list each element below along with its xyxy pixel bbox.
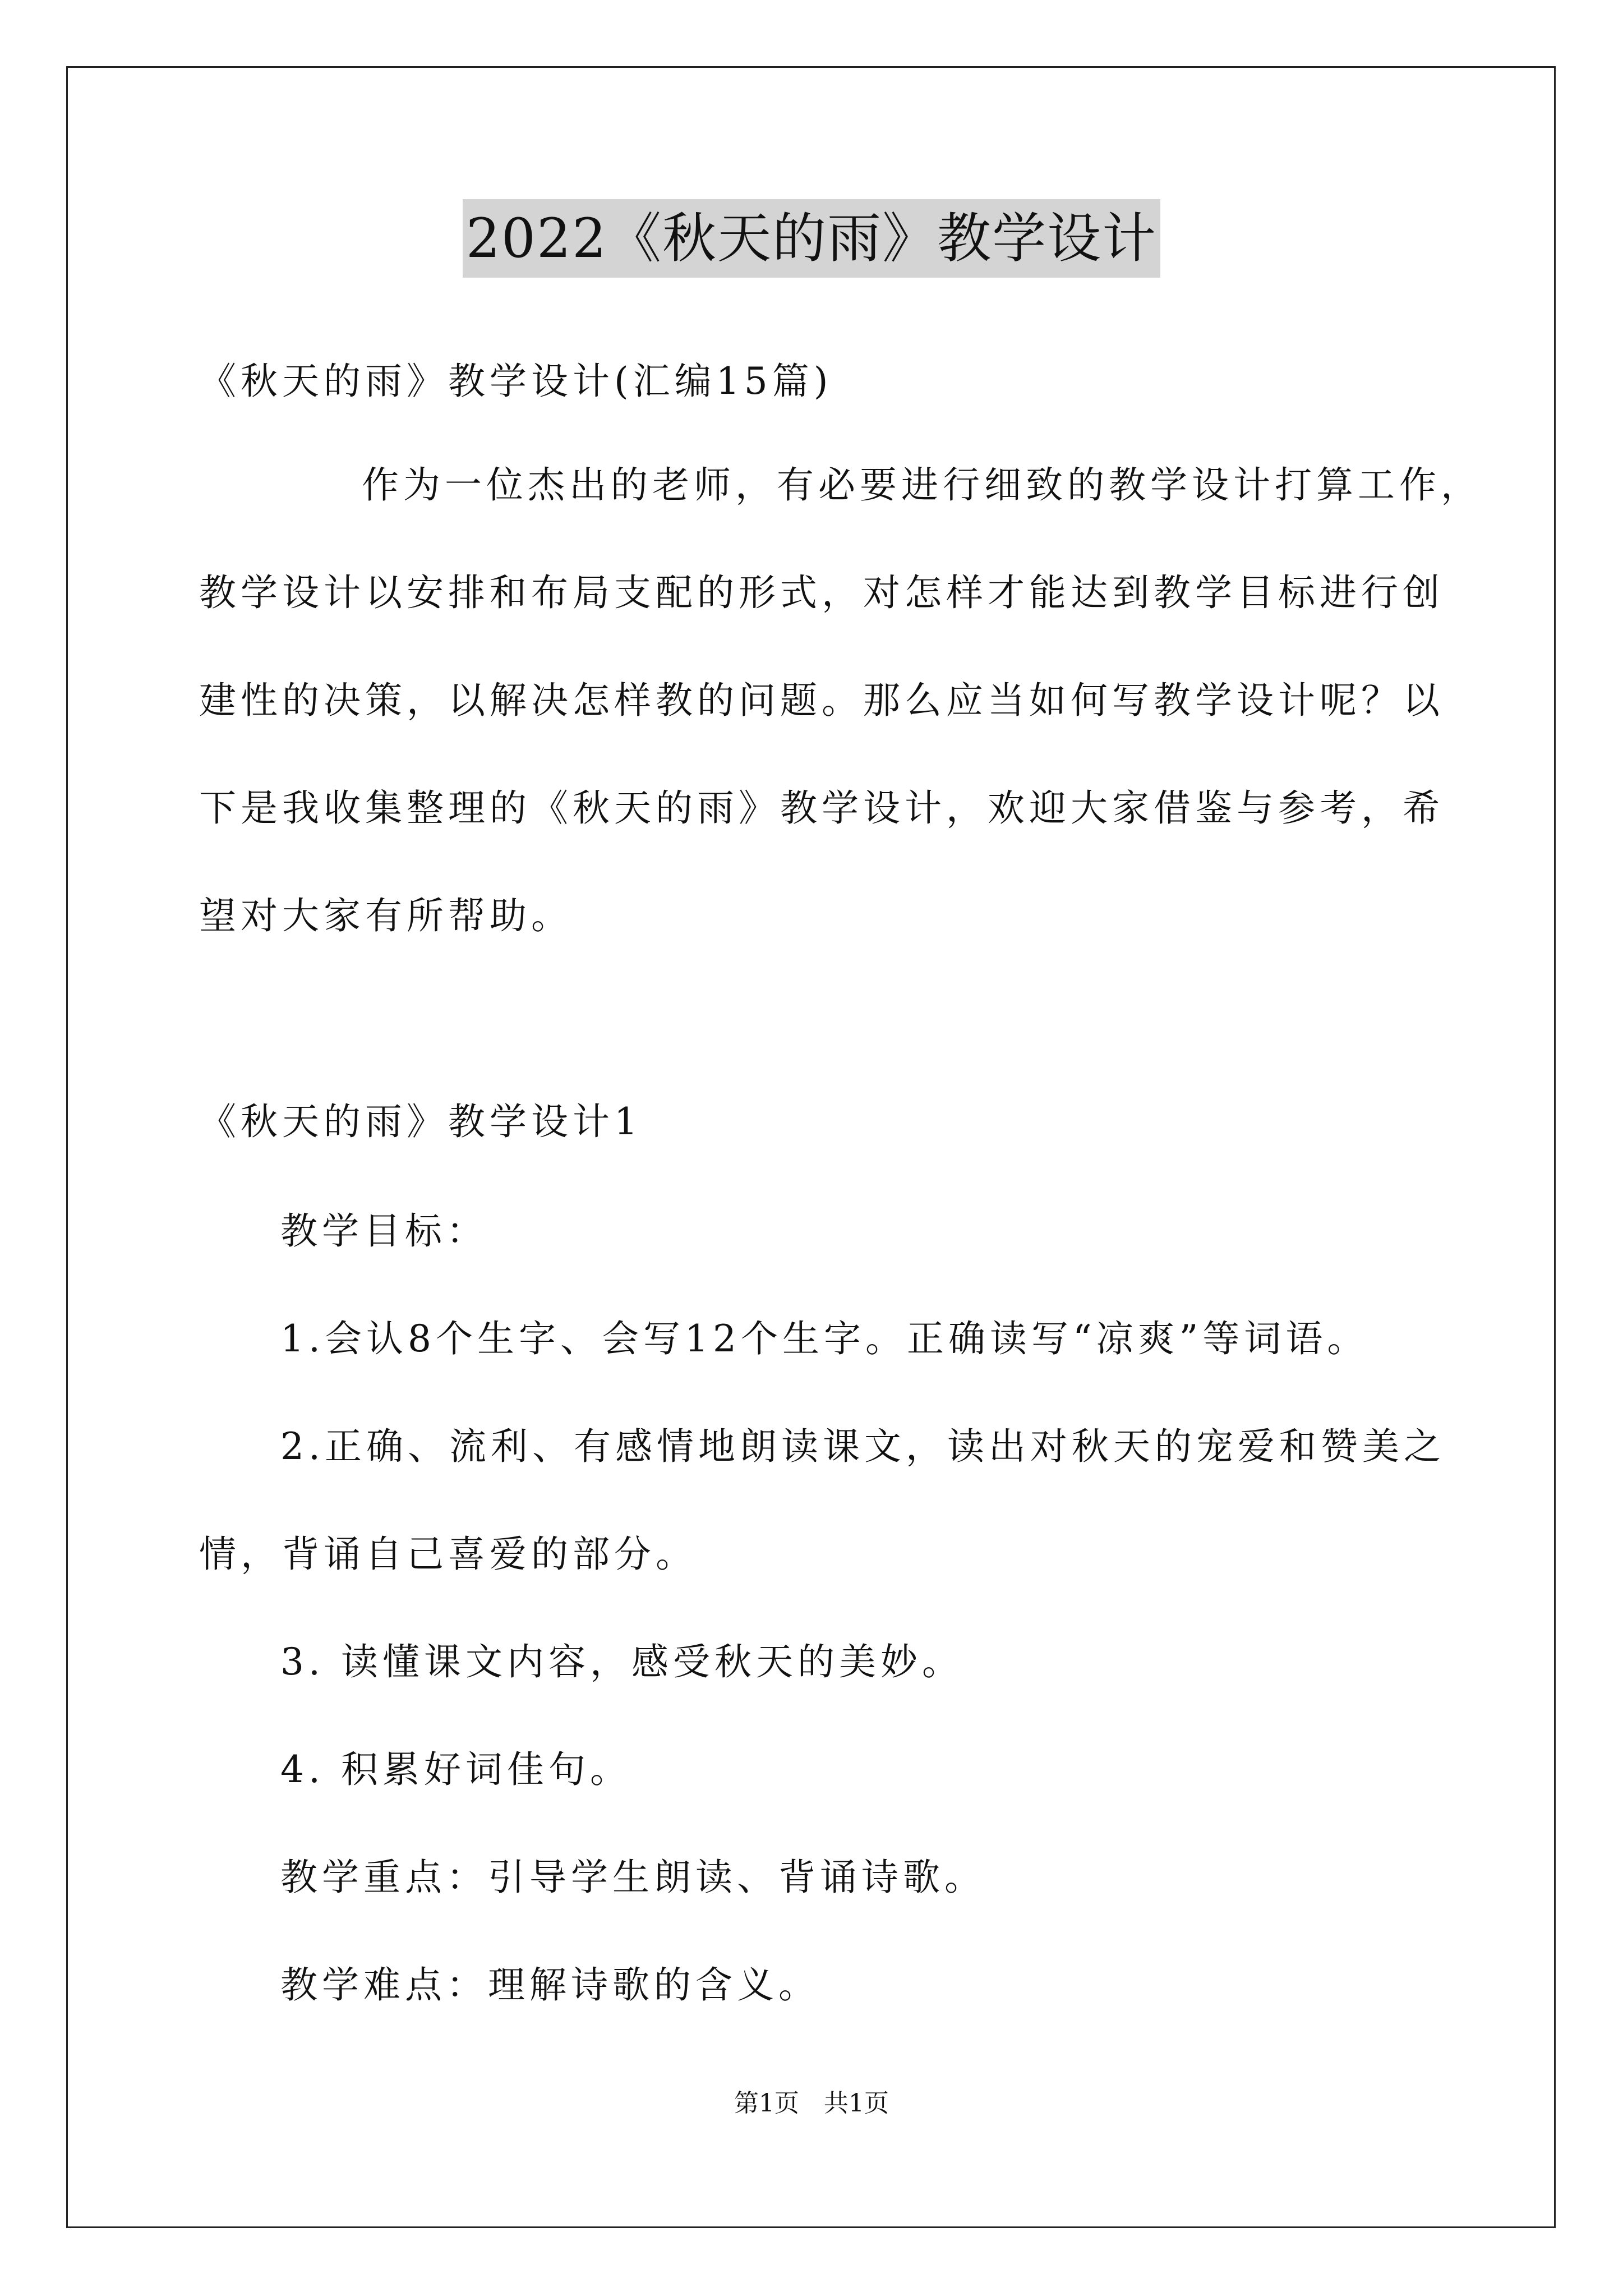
key-point: 教学重点：引导学生朗读、背诵诗歌。 bbox=[280, 1856, 986, 1899]
objectives-label: 教学目标： bbox=[280, 1209, 488, 1253]
intro-line-3: 建性的决策，以解决怎样教的问题。那么应当如何写教学设计呢？以 bbox=[199, 679, 1444, 722]
title-block bbox=[0, 199, 1623, 278]
intro-line-1: 作为一位杰出的老师，有必要进行细致的教学设计打算工作， bbox=[362, 463, 1482, 507]
page-footer bbox=[0, 2087, 1623, 2120]
intro-line-4: 下是我收集整理的《秋天的雨》教学设计，欢迎大家借鉴与参考，希 bbox=[199, 786, 1444, 830]
objective-2-line-2: 情，背诵自己喜爱的部分。 bbox=[199, 1533, 697, 1576]
document-title: 2022《秋天的雨》教学设计 bbox=[463, 199, 1160, 278]
document-subtitle: 《秋天的雨》教学设计(汇编15篇) bbox=[199, 360, 833, 403]
page-number-current: 第1页 bbox=[734, 2089, 799, 2118]
intro-line-5: 望对大家有所帮助。 bbox=[199, 894, 573, 937]
section-heading: 《秋天的雨》教学设计1 bbox=[199, 1100, 642, 1143]
intro-line-2: 教学设计以安排和布局支配的形式，对怎样才能达到教学目标进行创 bbox=[199, 571, 1444, 614]
objective-3: 3. 读懂课文内容，感受秋天的美妙。 bbox=[280, 1640, 963, 1683]
objective-1: 1.会认8个生字、会写12个生字。正确读写“凉爽”等词语。 bbox=[280, 1317, 1369, 1360]
objective-2-line-1: 2.正确、流利、有感情地朗读课文，读出对秋天的宠爱和赞美之 bbox=[280, 1425, 1445, 1468]
difficulty: 教学难点：理解诗歌的含义。 bbox=[280, 1963, 820, 2007]
page-number-total: 共1页 bbox=[824, 2089, 889, 2118]
objective-4: 4. 积累好词佳句。 bbox=[280, 1748, 631, 1791]
